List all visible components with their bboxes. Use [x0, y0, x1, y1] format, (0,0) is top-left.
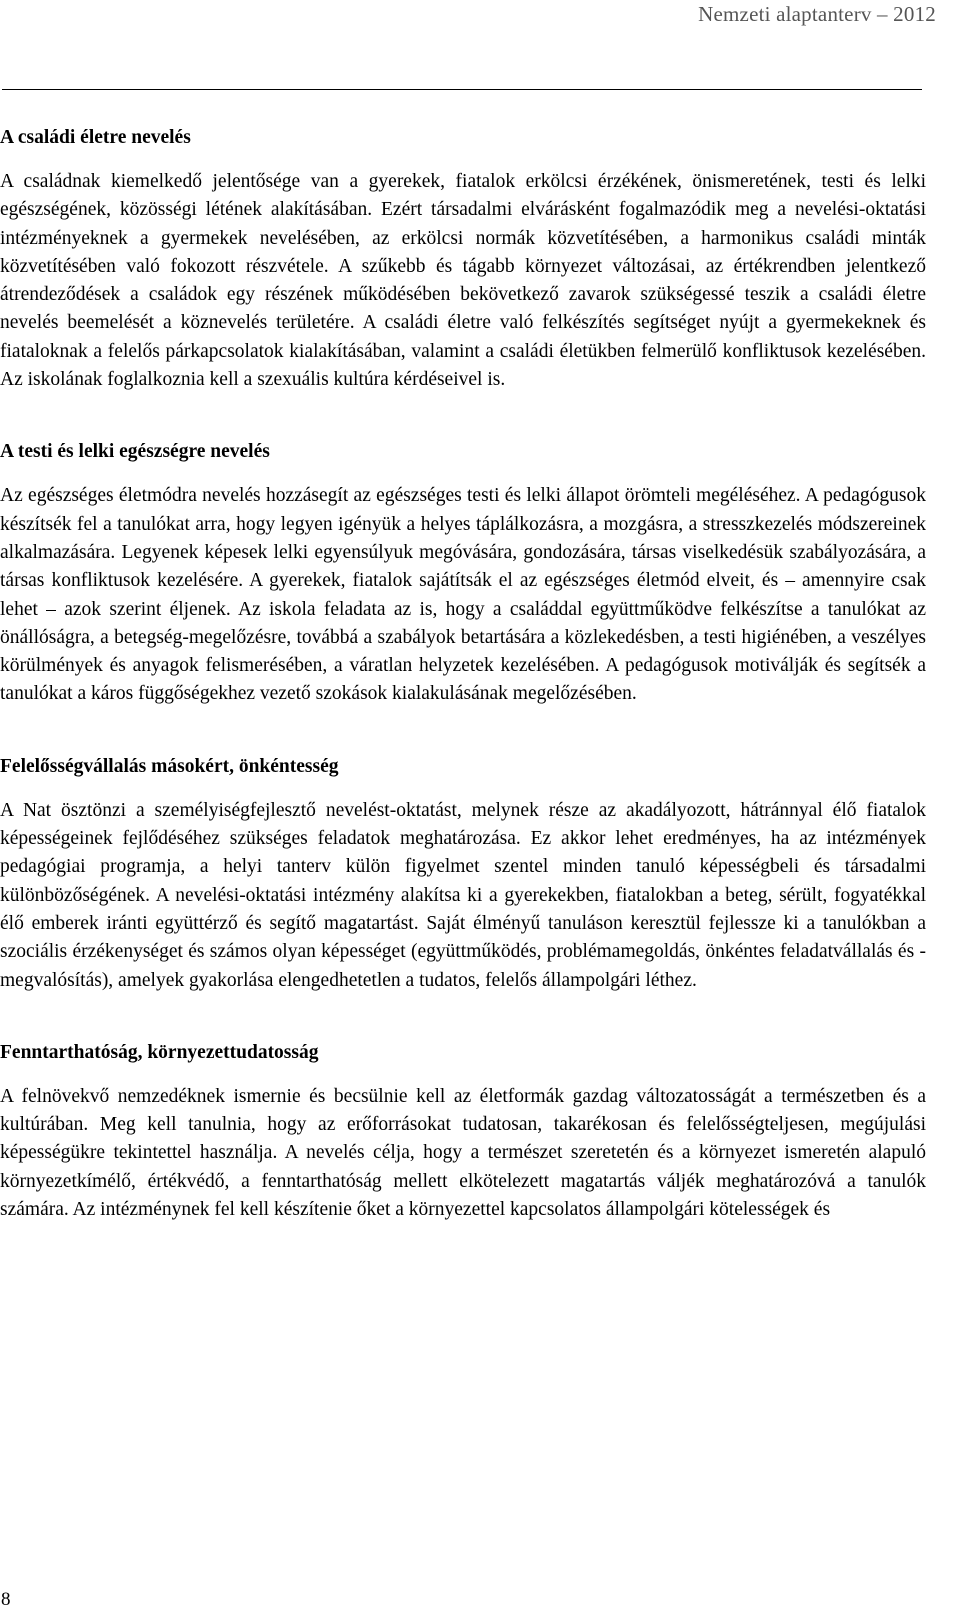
section-heading: A testi és lelki egészségre nevelés [0, 441, 270, 463]
section-heading: A családi életre nevelés [0, 127, 191, 148]
section-paragraph: Az egészséges életmódra nevelés hozzásegít az egészséges testi és lelki állapot örömteli megéléséhez. A pedagógusok készítsék fel a tanulókat arra, hogy legyen igényük a helyes táplálkozásra, a mozgásra, a stresszkezelés módszereinek alkalmazására. Legyenek képesek lelki egyensúlyuk megóvására, gondozására, társas viselkedésük szabályozására, a társas konfliktusok kezelésére. A gyerekek, fiatalok sajátítsák el az egészséges életmód elveit, és – amennyire csak lehet – azok szerint éljenek. Az iskola feladata az is, hogy a családdal együttműködve felkészítse a tanulókat az önállóságra, a betegség-megelőzésre, továbbá a szabályok betartására a közlekedésben, a testi higiénében, a veszélyes körülmények és anyagok felismerésében, a váratlan helyzetek kezelésében. A pedagógusok motiválják és segítsék a tanulókat a káros függőségekhez vezető szokások kialakulásának megelőzésében. [0, 485, 926, 705]
section-paragraph: A felnövekvő nemzedéknek ismernie és becsülnie kell az életformák gazdag változatosságát a természetben és a kultúrában. Meg kell tanulnia, hogy az erőforrásokat tudatosan, takarékosan és felelősségteljesen, megújulási képességükre tekintettel használja. A nevelés célja, hogy a természet szeretetén és a környezet ismeretén alapuló környezetkímélő, értékvédő, a fenntarthatóság mellett elkötelezett magatartás váljék meghatározóvá a tanulók számára. Az intézménynek fel kell készítenie őket a környezettel kapcsolatos állampolgári kötelességek és [0, 1085, 926, 1221]
section-paragraph: A Nat ösztönzi a személyiségfejlesztő nevelést-oktatást, melynek része az akadályozott, hátránnyal élő fiatalok képességeinek fejlődéséhez szükséges feladatok meghatározása. Ez akkor lehet eredményes, ha az intézmények pedagógiai programja, a helyi tanterv külön figyelmet szentel minden tanuló képességbeli és társadalmi különbözőségének. A nevelési-oktatási intézmény alakítsa ki a gyerekekben, fiatalokban a beteg, sérült, fogyatékkal élő emberek iránti együttérző és segítő magatartást. Saját élményű tanuláson keresztül fejlessze ki a tanulókban a szociális érzékenységet és számos olyan képességet (együttműködés, problémamegoldás, önkéntes feladatvállalás és -megvalósítás), amelyek gyakorlása elengedhetetlen a tudatos, felelős állampolgári léthez. [0, 799, 926, 991]
document-body [0, 124, 926, 1224]
section-heading: Felelősségvállalás másokért, önkéntesség [0, 755, 339, 777]
running-header-title: Nemzeti alaptanterv – 2012 [698, 2, 936, 26]
header-rule [2, 89, 922, 90]
section-heading: Fenntarthatóság, környezettudatosság [0, 1041, 319, 1063]
section-family-life [0, 124, 926, 394]
section-responsibility-volunteering [0, 753, 926, 995]
section-paragraph: A családnak kiemelkedő jelentősége van a gyerekek, fiatalok erkölcsi érzékének, önismeretének, testi és lelki egészségének, közösségi létének alakításában. Ezért társadalmi elvárásként fogalmazódik meg a nevelési-oktatási intézményeknek a gyermekek nevelésében, az erkölcsi normák közvetítésében, a harmonikus családi minták közvetítésében való fokozott részvétele. A szűkebb és tágabb környezet változásai, az értékrendben jelentkező átrendeződések a családok egy részének működésében bekövetkező zavarok szükségessé teszik a családi életre nevelés beemelését a köznevelés területére. A családi életre való felkészítés segítséget nyújt a gyermekeknek és fiataloknak a felelős párkapcsolatok kialakításában, valamint a családi életükben felmerülő konfliktusok kezelésében. Az iskolának foglalkoznia kell a szexuális kultúra kérdéseivel is. [0, 171, 926, 391]
section-physical-mental-health [0, 438, 926, 708]
section-sustainability [0, 1039, 926, 1224]
page-number: 8 [1, 1589, 11, 1610]
